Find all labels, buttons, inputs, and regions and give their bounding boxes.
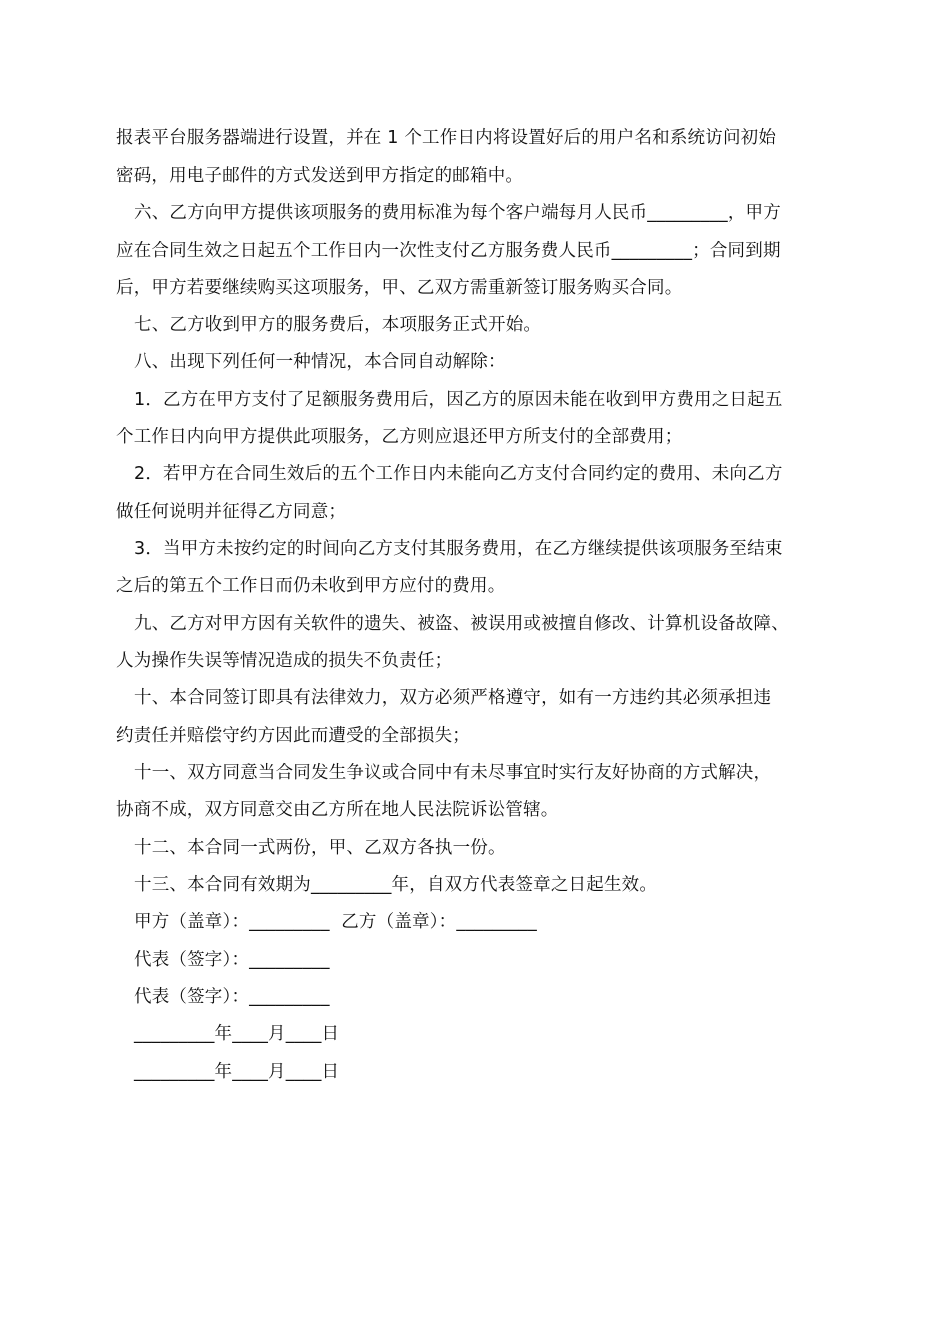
paragraph-line: 应在合同生效之日起五个工作日内一次性支付乙方服务费人民币_________；合同到期 [116, 241, 781, 261]
paragraph-line: 报表平台服务器端进行设置，并在 1 个工作日内将设置好后的用户名和系统访问初始 [116, 128, 777, 148]
representative-signature-line: 代表（签字）：_________ [134, 987, 330, 1007]
representative-signature-line: 代表（签字）：_________ [134, 950, 330, 970]
clause-10-line: 十、本合同签订即具有法律效力，双方必须严格遵守，如有一方违约其必须承担违 [134, 688, 772, 708]
clause-6-line: 六、乙方向甲方提供该项服务的费用标准为每个客户端每月人民币_________，甲方 [134, 203, 781, 223]
clause-11-line: 十一、双方同意当合同发生争议或合同中有未尽事宜时实行友好协商的方式解决， [134, 763, 772, 783]
paragraph-line: 做任何说明并征得乙方同意； [116, 502, 347, 522]
date-line: _________年____月____日 [134, 1062, 340, 1082]
clause-12-line: 十二、本合同一式两份，甲、乙双方各执一份。 [134, 838, 506, 858]
clause-7-line: 七、乙方收到甲方的服务费后，本项服务正式开始。 [134, 315, 542, 335]
party-seal-line: 甲方（盖章）：_________ 乙方（盖章）：_________ [134, 912, 537, 932]
clause-8-item-1-line: 1．乙方在甲方支付了足额服务费用后，因乙方的原因未能在收到甲方费用之日起五 [134, 390, 783, 410]
paragraph-line: 人为操作失误等情况造成的损失不负责任； [116, 651, 453, 671]
paragraph-line: 约责任并赔偿守约方因此而遭受的全部损失； [116, 726, 470, 746]
paragraph-line: 之后的第五个工作日而仍未收到甲方应付的费用。 [116, 576, 506, 596]
clause-8-item-2-line: 2．若甲方在合同生效后的五个工作日内未能向乙方支付合同约定的费用、未向乙方 [134, 464, 783, 484]
clause-8-item-3-line: 3．当甲方未按约定的时间向乙方支付其服务费用，在乙方继续提供该项服务至结束 [134, 539, 783, 559]
date-line: _________年____月____日 [134, 1024, 340, 1044]
clause-9-line: 九、乙方对甲方因有关软件的遗失、被盗、被误用或被擅自修改、计算机设备故障、 [134, 614, 789, 634]
paragraph-line: 后，甲方若要继续购买这项服务，甲、乙双方需重新签订服务购买合同。 [116, 278, 683, 298]
clause-8-line: 八、出现下列任何一种情况，本合同自动解除： [134, 352, 506, 372]
paragraph-line: 密码，用电子邮件的方式发送到甲方指定的邮箱中。 [116, 166, 524, 186]
clause-13-line: 十三、本合同有效期为_________年，自双方代表签章之日起生效。 [134, 875, 658, 895]
paragraph-line: 协商不成，双方同意交由乙方所在地人民法院诉讼管辖。 [116, 800, 559, 820]
paragraph-line: 个工作日内向甲方提供此项服务，乙方则应退还甲方所支付的全部费用； [116, 427, 683, 447]
